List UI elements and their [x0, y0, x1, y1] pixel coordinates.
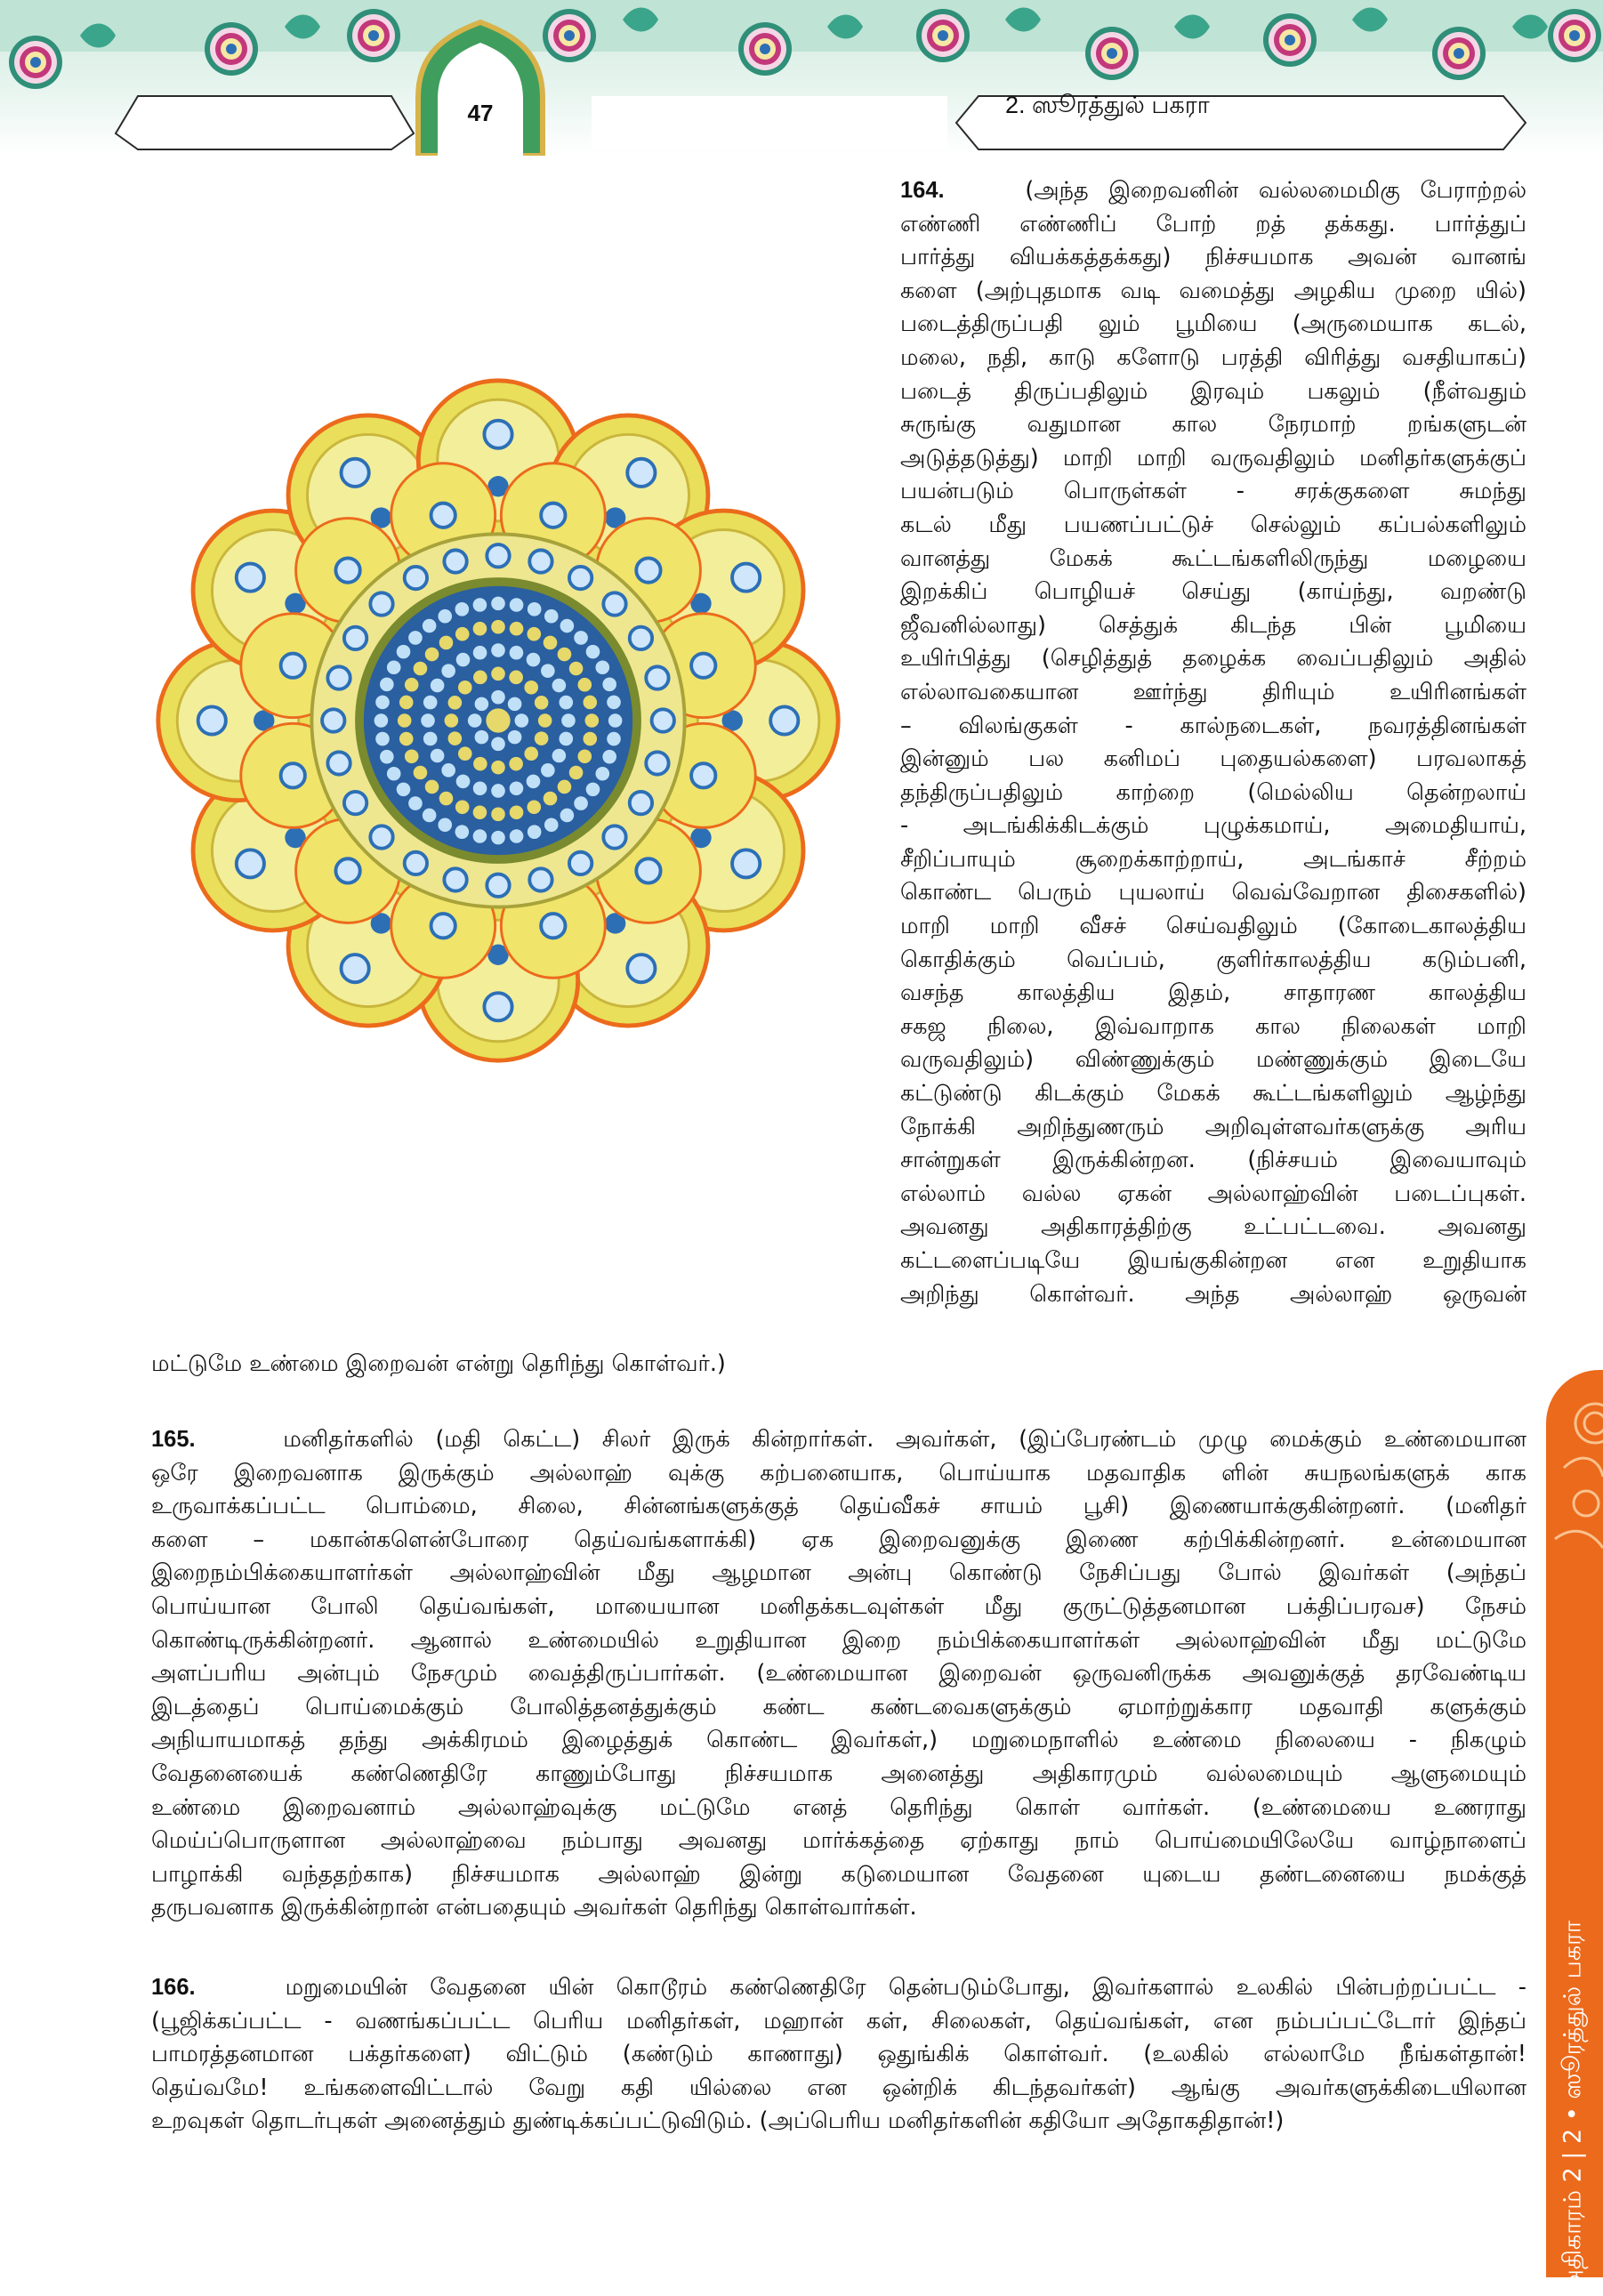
mandala-center-dot	[399, 696, 414, 710]
mandala-jewel	[327, 752, 350, 774]
mandala-jewel	[691, 763, 715, 787]
mandala-center-dot	[439, 792, 454, 806]
verse-164-line: மட்டுமே உண்மை இறைவன் என்று தெரிந்து கொள்வர்.)	[151, 1350, 726, 1377]
verse-164-line: நோக்கி அறிந்துணரும் அறிவுள்ளவர்களுக்கு அரிய	[900, 1113, 1526, 1140]
verse-164-line: சான்றுகள் இருக்கின்றன. (நிச்சயம் இவையாவும்	[900, 1147, 1526, 1174]
mandala-jewel	[370, 592, 392, 615]
mandala-center-dot	[608, 713, 623, 728]
verse-165-line: தருபவனாக இருக்கின்றான் என்பதையும் அவர்கள் தெரிந்து கொள்வார்கள்.	[151, 1894, 917, 1921]
mandala-center-dot	[491, 831, 505, 845]
mandala-jewel	[569, 567, 592, 589]
mandala-center-dot	[398, 713, 412, 728]
mandala-jewel	[541, 504, 565, 528]
mandala-jewel	[484, 421, 512, 448]
mandala-center-dot	[387, 660, 401, 674]
mandala-center-dot	[544, 818, 559, 832]
mandala-center-dot	[431, 749, 445, 763]
mandala-center-dot	[423, 809, 437, 823]
mandala-center-dot	[515, 713, 529, 728]
verse-165-line: பொய்யான போலி தெய்வங்கள், மாயையான மனிதக்கடவுள்கள் மீது குருட்டுத்தனமான பக்திப்பரவச) நேசம்	[151, 1592, 1526, 1620]
mandala-center-dot	[448, 696, 463, 710]
mandala-center-dot	[456, 775, 471, 789]
mandala-center-dot	[535, 731, 549, 745]
mandala-jewel	[431, 504, 455, 528]
verse-165-line: வேதனையைக் கண்ணெதிரே காணும்போது நிச்சயமாக அனைத்து அதிகாரமும் வல்லமையும் ஆளுமையும்	[151, 1760, 1526, 1787]
mandala-jewel	[198, 706, 226, 734]
mandala-center-dot	[473, 622, 487, 636]
mandala-jewel	[484, 993, 512, 1020]
mandala-center-dot	[491, 690, 505, 705]
side-tab-label: அதிகாரம் 2 | 2 • ஸூரத்துல் பகரா	[1559, 1920, 1587, 2296]
verse-164-line: தந்திருப்பதிலும் காற்றை (மெல்லிய தென்றலாய்	[900, 778, 1526, 806]
verse-164-line: கடல் மீது பயணப்பட்டுச் செல்லும் கப்பல்களிலும்	[900, 511, 1526, 538]
mandala-center-dot	[528, 602, 542, 616]
mandala-jewel	[652, 709, 674, 731]
verse-165	[151, 1423, 1526, 1925]
mandala-center-dot	[414, 766, 428, 780]
mandala-center-dot	[448, 731, 463, 745]
mandala-center-dot	[491, 761, 505, 775]
mandala-jewel	[444, 550, 466, 572]
side-tab-ornament-icon	[1546, 1370, 1603, 1566]
mandala-center-dot	[473, 805, 487, 819]
verse-164-line: மாறி மாறி வீசச் செய்வதிலும் (கோடைகாலத்திய	[900, 913, 1526, 940]
mandala-jewel	[732, 564, 760, 592]
mandala-center-dot	[425, 780, 439, 794]
mandala-center-dot	[558, 780, 572, 794]
mandala-jewel	[603, 592, 625, 615]
mandala-center-dot	[583, 696, 597, 710]
mandala-center-dot	[491, 784, 505, 798]
verse-164-line: அவனது அதிகாரத்திற்கு உட்பட்டவை. அவனது	[900, 1213, 1526, 1241]
mandala-center-dot	[595, 660, 609, 674]
mandala-jewel	[344, 627, 367, 649]
mandala-center-dot	[458, 681, 472, 695]
mandala-center-dot	[560, 619, 575, 633]
mandala-center-dot	[475, 697, 489, 712]
mandala-jewel	[405, 567, 427, 589]
verse-164-line: இறக்கிப் பொழியச் செய்து (காய்ந்து, வறண்டு	[900, 578, 1526, 606]
mandala-center-dot	[425, 648, 439, 662]
verse-166-line: உறவுகள் தொடர்புகள் அனைத்தும் துண்டிக்கப்பட்டுவிடும். (அப்பெரிய மனிதர்களின் கதியோ அதோகதிதான்!)	[151, 2107, 1285, 2135]
mandala-center-dot	[560, 809, 575, 823]
mandala-center-dot	[538, 713, 552, 728]
mandala-center-dot	[405, 749, 419, 763]
verse-165-line: மெய்ப்பொருளான அல்லாஹ்வை நம்பாது அவனது மார்க்கத்தை ஏற்காது நாம் பொய்மையிலேயே வாழ்நாளைப்	[151, 1827, 1526, 1855]
mandala-jewel	[646, 752, 668, 774]
verse-164-line: கொதிக்கும் வெப்பம், குளிர்காலத்திய கடும்பனி,	[900, 946, 1526, 973]
mandala-center-dot	[524, 746, 538, 761]
verse-164-line: சகஜ நிலை, இவ்வாறாக கால நிலைகள் மாறி	[900, 1012, 1526, 1040]
verse-164-line: உயிர்பித்து (செழித்துத் தழைக்க வைப்பதிலும் அதில்	[900, 645, 1526, 673]
verse-164-line: – விலங்குகள் - கால்நடைகள், நவரத்தினங்கள்	[900, 712, 1526, 739]
mandala-center-dot	[552, 749, 567, 763]
verse-164-line: கட்டளைப்படியே இயங்குகின்றன என உறுதியாக	[900, 1247, 1526, 1274]
mandala-center-dot	[455, 825, 470, 839]
mandala-center-dot	[509, 757, 523, 771]
verse-164-line: கட்டுண்டு கிடக்கும் மேகக் கூட்டங்களிலும் ஆழ்ந்து	[900, 1080, 1526, 1108]
mandala-center-dot	[423, 619, 437, 633]
mandala-jewel	[335, 858, 359, 882]
mandala-center-dot	[527, 800, 541, 814]
mandala-center-dot	[380, 750, 394, 764]
mandala-center-dot	[509, 671, 523, 685]
verse-165-line: பாழாக்கி வந்ததற்காக) நிச்சயமாக அல்லாஹ் இன்று கடுமையான வேதனை யுடைய தண்டனையை நமக்குத்	[151, 1860, 1526, 1888]
verse-165-line: ஒரே இறைவனாக இருக்கும் அல்லாஹ் வுக்கு கற்பனையாக, பொய்யாக மதவாதிக ளின் சுயநலங்களுக் காக	[151, 1459, 1526, 1486]
mandala-jewel	[487, 544, 509, 567]
mandala-center-dot	[574, 631, 588, 645]
mandala-center-dot	[583, 732, 597, 746]
mandala-center-dot	[387, 767, 401, 781]
mandala-jewel	[627, 955, 655, 982]
mandala-center-dot	[508, 730, 522, 745]
mandala-center-dot	[510, 646, 524, 660]
verse-164-line: எண்ணி எண்ணிப் போற் றத் தக்கது. பார்த்துப்	[900, 210, 1526, 238]
mandala-center-dot	[455, 627, 470, 641]
mandala-center-dot	[375, 713, 389, 728]
mandala-center-dot	[574, 796, 588, 810]
mandala-center-dot	[423, 696, 438, 710]
mandala-center-dot	[431, 679, 445, 693]
mandala-center-dot	[380, 678, 394, 692]
mandala-center-dot	[491, 620, 505, 634]
mandala-center-dot	[510, 781, 524, 795]
mandala-center-dot	[414, 662, 428, 676]
mandala-center-dot	[508, 697, 522, 712]
verse-164-tail	[151, 1348, 952, 1382]
verse-number: 164.	[900, 178, 945, 203]
mandala-center-dot	[375, 732, 390, 746]
mandala-center-dot	[486, 708, 510, 732]
mandala-center-dot	[541, 763, 555, 777]
verse-164-line: மலை, நதி, காடு களோடு பரத்தி விரித்து வசதியாகப்)	[900, 343, 1526, 371]
mandala-center-dot	[569, 662, 584, 676]
verse-164-line: சீறிப்பாயும் சூறைக்காற்றாய், அடங்காச் சீற்றம்	[900, 845, 1526, 873]
mandala-jewel	[569, 852, 592, 874]
mandala-center-dot	[473, 646, 487, 660]
mandala-jewel	[627, 459, 655, 487]
mandala-center-dot	[438, 609, 452, 624]
mandala-center-dot	[405, 678, 419, 692]
mandala-jewel	[370, 826, 392, 848]
mandala-center-dot	[468, 713, 482, 728]
verse-164-line: எல்லாம் வல்ல ஏகன் அல்லாஹ்வின் படைப்புகள்.	[900, 1180, 1526, 1207]
mandala-center-dot	[491, 737, 505, 752]
mandala-jewel	[541, 914, 565, 938]
mandala-center-dot	[585, 713, 600, 728]
mandala-center-dot	[491, 597, 505, 611]
verse-164-line: அறிந்து கொள்வர். அந்த அல்லாஹ் ஒருவன்	[900, 1280, 1526, 1308]
mandala-jewel	[237, 564, 264, 592]
verse-164-line: வசந்த காலத்திய இதம், சாதாரண காலத்திய	[900, 979, 1526, 1007]
mandala-center-dot	[527, 775, 541, 789]
verse-165-line: அளப்பரிய அன்பும் நேசமும் வைத்திருப்பார்கள். (உண்மையான இறைவன் ஒருவனிருக்க அவனுக்குத் தரவேண்டிய	[151, 1660, 1526, 1688]
mandala-center-dot	[408, 796, 423, 810]
verse-164-line: கொண்ட பெரும் புயலாய் வெவ்வேறான திசைகளில்)	[900, 879, 1526, 906]
verse-166-line: தெய்வமே! உங்களைவிட்டால் வேறு கதி யில்லை என ஒன்றிக் கிடந்தவர்கள்) ஆங்கு அவர்களுக்கிடையிலான	[151, 2074, 1526, 2101]
mandala-center-dot	[456, 653, 471, 667]
verse-165-line: களை – மகான்களென்போரை தெய்வங்களாக்கி) ஏக இறைவனுக்கு இணை கற்பிக்கின்றனர். உன்மையான	[151, 1526, 1526, 1553]
mandala-jewel	[281, 763, 305, 787]
mandala-center-dot	[586, 783, 600, 797]
mandala-jewel	[487, 874, 509, 897]
mandala-illustration	[151, 374, 845, 1067]
mandala-jewel	[342, 459, 369, 487]
mandala-center-dot	[399, 732, 414, 746]
mandala-center-dot	[441, 763, 455, 777]
mandala-center-dot	[397, 645, 411, 659]
mandala-center-dot	[397, 783, 411, 797]
verse-164-line: வானத்து மேகக் கூட்டங்களிலிருந்து மழையை	[900, 544, 1526, 572]
verse-165-line: 165. மனிதர்களில் (மதி கெட்ட) சிலர் இருக் கின்றார்கள். அவர்கள், (இப்பேரண்டம் முழு மைக்கும் உண்மையான	[151, 1426, 1526, 1453]
mandala-center-dot	[561, 713, 576, 728]
mandala-center-dot	[607, 696, 621, 710]
mandala-center-dot	[439, 636, 454, 650]
mandala-jewel	[344, 792, 367, 814]
mandala-jewel	[529, 550, 552, 572]
mandala-jewel	[603, 826, 625, 848]
mandala-center-dot	[544, 792, 558, 806]
verse-164-line: ஜீவனில்லாது) செத்துக் கிடந்த பின் பூமியை	[900, 611, 1526, 639]
verse-165-line: கொண்டிருக்கின்றனர். ஆனால் உண்மையில் உறுதியான இறை நம்பிக்கையாளர்கள் அல்லாஹ்வின் மீது மட்டுமே	[151, 1626, 1526, 1654]
verse-164-line: படைத் திருப்பதிலும் இரவும் பகலும் (நீள்வதும்	[900, 377, 1526, 405]
mandala-center-dot	[455, 602, 470, 616]
mandala-center-dot	[421, 713, 435, 728]
mandala-center-dot	[577, 749, 592, 763]
verse-number: 166.	[151, 1975, 196, 2000]
mandala-jewel	[444, 868, 466, 890]
page-number: 47	[467, 100, 494, 126]
mandala-center-dot	[438, 818, 452, 832]
mandala-center-dot	[491, 667, 505, 681]
verse-165-line: உண்மை இறைவனாம் அல்லாஹ்வுக்கு மட்டுமே எனத் தெரிந்து கொள் வார்கள். (உண்மையை உணராது	[151, 1793, 1526, 1821]
verse-164-line: - அடங்கிக்கிடக்கும் புழுக்கமாய், அமைதியாய்,	[900, 812, 1526, 840]
verse-number: 165.	[151, 1427, 196, 1452]
mandala-center-dot	[473, 781, 487, 795]
mandala-center-dot	[475, 730, 489, 745]
mandala-center-dot	[458, 746, 472, 761]
mandala-jewel	[335, 558, 359, 582]
mandala-center-dot	[577, 678, 592, 692]
mandala-center-dot	[408, 631, 423, 645]
verse-164-line: அடுத்தடுத்து) மாறி மாறி வருவதிலும் மனிதர்களுக்குப்	[900, 444, 1526, 471]
header-ornament	[0, 0, 1603, 156]
mandala-jewel	[529, 868, 552, 890]
mandala-center-dot	[441, 664, 455, 678]
mandala-center-dot	[473, 757, 487, 771]
mandala-center-dot	[510, 829, 524, 843]
verse-164-line: பயன்படும் பொருள்கள் - சரக்குகளை சுமந்து	[900, 478, 1526, 505]
mandala-center-dot	[535, 696, 549, 710]
mandala-jewel	[691, 654, 715, 678]
verse-164-line: இன்னும் பல கனிமப் புதையல்களை) பரவலாகத்	[900, 745, 1526, 773]
mandala-jewel	[770, 706, 798, 734]
mandala-center-dot	[375, 696, 390, 710]
mandala-center-dot	[473, 829, 487, 843]
mandala-center-dot	[510, 622, 524, 636]
mandala-jewel	[630, 627, 652, 649]
mandala-jewel	[327, 666, 350, 689]
verse-166	[151, 1971, 1526, 2139]
mandala-center-dot	[569, 766, 584, 780]
verse-165-line: உருவாக்கப்பட்ட பொம்மை, சிலை, சின்னங்களுக்குத் தெய்வீகச் சாயம் பூசி) இணையாக்குகின்றனர். (மனிதர்	[151, 1493, 1526, 1520]
mandala-center-dot	[559, 732, 573, 746]
mandala-center-dot	[473, 598, 487, 612]
mandala-center-dot	[527, 653, 541, 667]
mandala-center-dot	[541, 664, 555, 678]
mandala-center-dot	[586, 645, 600, 659]
mandala-jewel	[636, 558, 660, 582]
mandala-center-dot	[510, 598, 524, 612]
mandala-center-dot	[607, 732, 621, 746]
mandala-center-dot	[445, 713, 459, 728]
verse-166-line: பாமரத்தனமான பக்தர்களை) விட்டும் (கண்டும் காணாது) ஒதுங்கிக் கொள்வர். (உலகில் எல்லாமே நீங்கள்தான்!	[151, 2041, 1526, 2068]
verse-164-line: 164. (அந்த இறைவனின் வல்லமைமிகு பேராற்றல்	[900, 177, 1526, 204]
mandala-jewel	[646, 666, 668, 689]
verse-164-line: சுருங்கு வதுமான கால நேரமாற் றங்களுடன்	[900, 411, 1526, 439]
verse-164-line: படைத்திருப்பதி லும் பூமியை (அருமையாக கடல்,	[900, 310, 1526, 338]
verse-165-line: இடத்தைப் பொய்மைக்கும் போலித்தனத்துக்கும் கண்ட கண்டவைகளுக்கும் ஏமாற்றுக்கார மதவாதி களுக்கும்	[151, 1693, 1526, 1720]
mandala-jewel	[732, 850, 760, 877]
verse-166-line: (பூஜிக்கப்பட்ட - வணங்கப்பட்ட பெரிய மனிதர்கள், மஹான் கள், சிலைகள், தெய்வங்கள், என நம்பப்பட்டோர் இந்தப்	[151, 2007, 1526, 2034]
verse-164-line: பார்த்து வியக்கத்தக்கது) நிச்சயமாக அவன் வானங்	[900, 244, 1526, 271]
mandala-jewel	[237, 850, 264, 877]
mandala-center-dot	[527, 627, 541, 641]
mandala-center-dot	[455, 800, 470, 814]
verse-164-line: வருவதிலும்) விண்ணுக்கும் மண்ணுக்கும் இடையே	[900, 1046, 1526, 1074]
mandala-jewel	[636, 858, 660, 882]
chapter-title: 2. ஸூரத்துல் பகரா	[1005, 92, 1210, 118]
mandala-center-dot	[491, 808, 505, 822]
verse-164	[900, 174, 1526, 1311]
mandala-center-dot	[524, 681, 538, 695]
mandala-center-dot	[544, 609, 559, 624]
mandala-center-dot	[528, 825, 542, 839]
mandala-center-dot	[473, 671, 487, 685]
verse-164-line: எல்லாவகையான ஊர்ந்து திரியும் உயிரினங்கள்	[900, 678, 1526, 705]
verse-164-line: களை (அற்புதமாக வடி வமைத்து அழகிய முறை யில்)	[900, 277, 1526, 304]
mandala-center-dot	[558, 648, 572, 662]
verse-165-line: இறைநம்பிக்கையாளர்கள் அல்லாஹ்வின் மீது ஆழமான அன்பு கொண்டு நேசிப்பது போல் இவர்கள் (அந்தப்	[151, 1559, 1526, 1587]
mandala-center-dot	[491, 643, 505, 657]
mandala-center-dot	[602, 750, 616, 764]
mandala-jewel	[405, 852, 427, 874]
verse-165-line: அநியாயமாகத் தந்து அக்கிரமம் இழைத்துக் கொண்ட இவர்கள்,) மறுமைநாளில் உண்மை நிலையை - நிகழும்	[151, 1727, 1526, 1754]
mandala-center-dot	[602, 678, 616, 692]
header-floral-pattern	[0, 0, 1603, 156]
mandala-jewel	[322, 709, 344, 731]
mandala-center-dot	[595, 767, 609, 781]
verse-166-line: 166. மறுமையின் வேதனை யின் கொடூரம் கண்ணெதிரே தென்படும்போது, இவர்களால் உலகில் பின்பற்றப்பட்ட -	[151, 1974, 1526, 2001]
mandala-center-dot	[510, 805, 524, 819]
mandala-center-dot	[559, 696, 573, 710]
mandala-jewel	[431, 914, 455, 938]
mandala-center-dot	[423, 732, 438, 746]
mandala-jewel	[342, 955, 369, 982]
mandala-jewel	[281, 654, 305, 678]
mandala-jewel	[630, 792, 652, 814]
mandala-center-dot	[552, 679, 567, 693]
mandala-center-dot	[544, 636, 558, 650]
